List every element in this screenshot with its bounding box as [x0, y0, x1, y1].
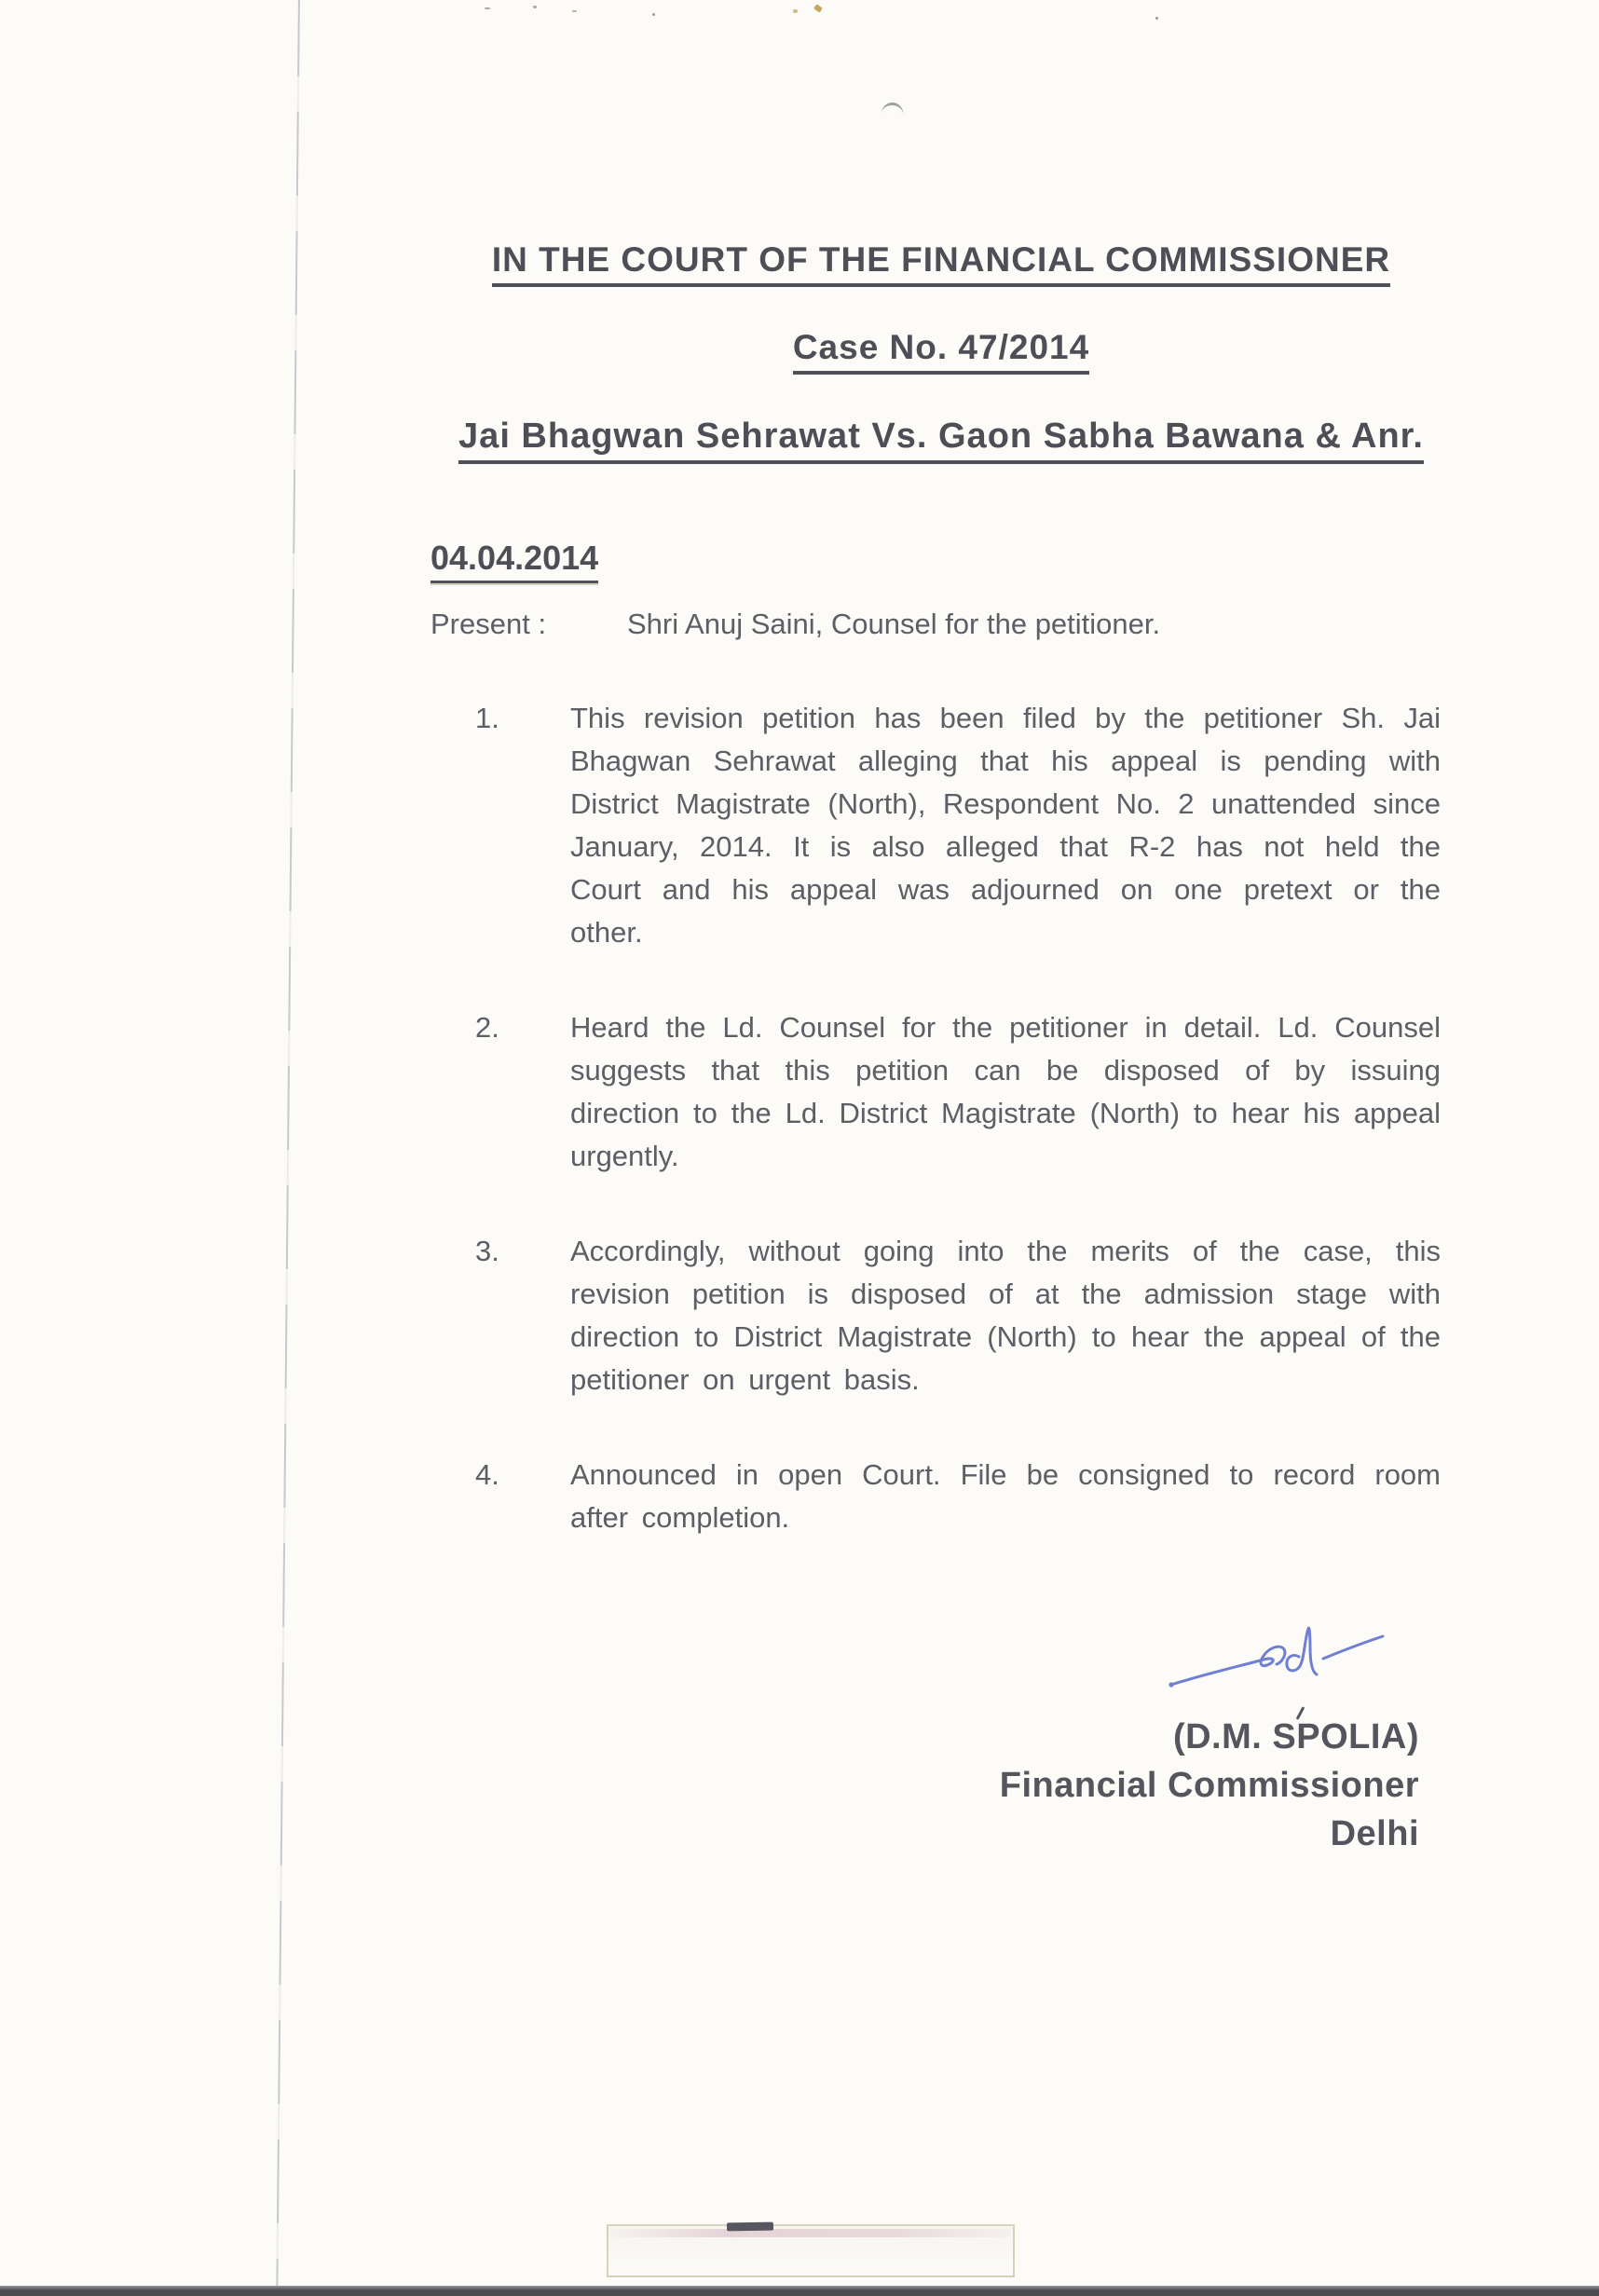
scan-speck	[813, 4, 823, 13]
case-number: Case No. 47/2014	[283, 328, 1599, 367]
signatory-place: Delhi	[1330, 1814, 1419, 1853]
paragraph-text: This revision petition has been filed by the petitioner Sh. Jai Bhagwan Sehrawat alleging that his appeal is pending with District Magistrate (North), Respondent No. 2 unattended since January, 2014. It is also alleged that R-2 has not held the Court and his appeal was adjourned on one pretext or the other.	[570, 702, 1441, 949]
scan-speck	[533, 6, 537, 8]
court-title: IN THE COURT OF THE FINANCIAL COMMISSIONER	[283, 240, 1599, 280]
present-label: Present :	[430, 608, 547, 640]
scan-speck	[485, 7, 490, 9]
scan-curl-artifact	[882, 102, 905, 116]
signatory-name: (D.M. SPOLIA)	[1172, 1717, 1419, 1756]
handwritten-signature-sd	[1163, 1623, 1390, 1694]
paragraph-text: Announced in open Court. File be consigned to record room after completion.	[570, 1458, 1441, 1534]
scanner-edge-strip	[0, 2286, 1599, 2296]
scan-speck	[572, 10, 577, 12]
overleaf-dark-mark	[727, 2222, 773, 2232]
scan-speck	[793, 9, 798, 13]
paragraph-number: 2.	[475, 1011, 499, 1044]
signatory-designation: Financial Commissioner	[999, 1766, 1419, 1805]
order-date: 04.04.2014	[430, 539, 598, 578]
order-paragraph	[475, 1230, 1441, 1401]
order-paragraph	[475, 1006, 1441, 1178]
present-row	[430, 608, 1161, 641]
order-paragraph	[475, 1454, 1441, 1539]
paragraph-number: 3.	[475, 1235, 499, 1267]
paragraph-number: 4.	[475, 1458, 499, 1491]
order-paragraphs	[475, 697, 1441, 1592]
scan-speck	[1155, 17, 1158, 20]
scan-speck	[652, 13, 655, 16]
scanned-overleaf-box	[607, 2224, 1015, 2277]
signatory-block	[1000, 1713, 1419, 1858]
order-paragraph	[475, 697, 1441, 954]
present-value: Shri Anuj Saini, Counsel for the petitioner.	[627, 608, 1161, 640]
paragraph-text: Accordingly, without going into the merits of the case, this revision petition is disposed of at the admission stage with direction to District Magistrate (North) to hear the appeal of the petitioner on urgent basis.	[570, 1235, 1441, 1396]
paragraph-text: Heard the Ld. Counsel for the petitioner in detail. Ld. Counsel suggests that this petition can be disposed of by issuing direction to the Ld. District Magistrate (North) to hear his appeal urgently.	[570, 1011, 1441, 1172]
paragraph-number: 1.	[475, 702, 499, 734]
case-parties: Jai Bhagwan Sehrawat Vs. Gaon Sabha Bawana & Anr.	[283, 417, 1599, 457]
overleaf-highlight-band	[611, 2229, 1010, 2237]
